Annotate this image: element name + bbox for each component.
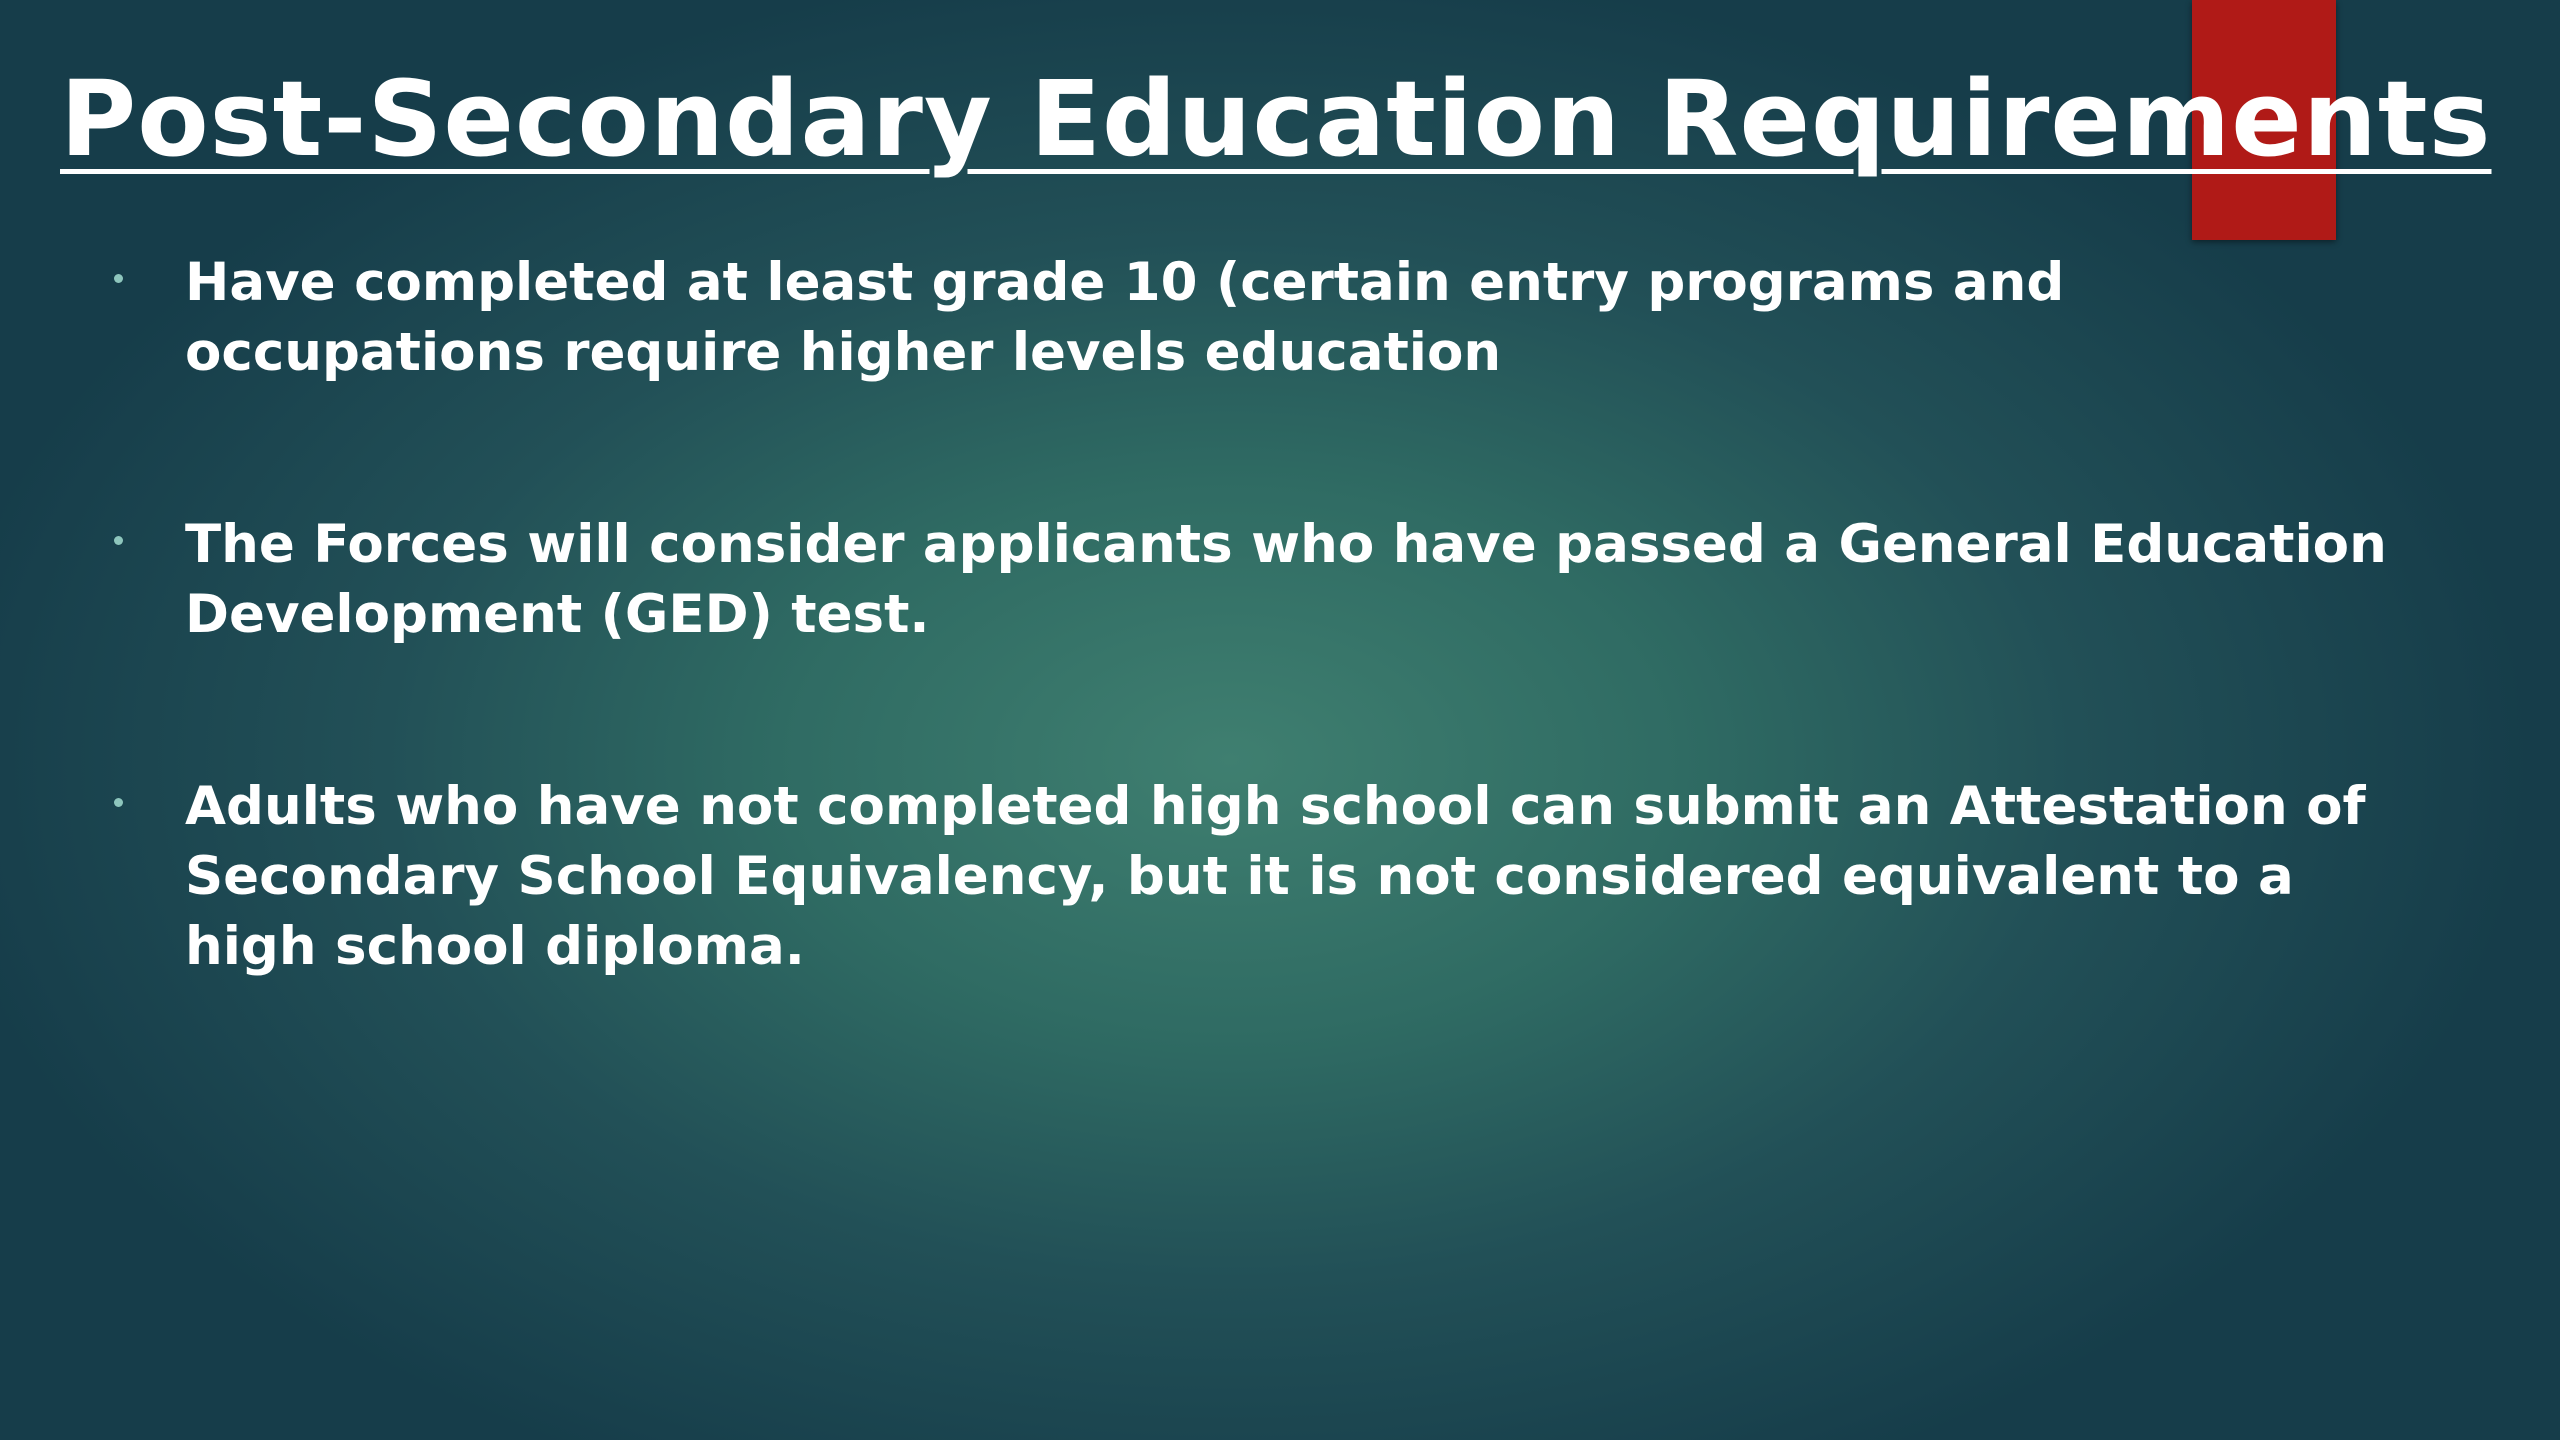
slide-title: Post-Secondary Education Requirements [60,58,2492,180]
bullet-dot-icon [114,798,123,807]
bullet-item [110,510,2410,650]
bullet-text: Adults who have not completed high school can submit an Attestation of Secondary School Equivalency, but it is not considered equivalent to a high school diploma. [185,776,2366,977]
bullet-list [110,248,2410,1104]
bullet-dot-icon [114,536,123,545]
bullet-text: Have completed at least grade 10 (certain entry programs and occupations require higher levels education [185,252,2065,383]
bullet-item [110,772,2410,982]
bullet-dot-icon [114,274,123,283]
bullet-item [110,248,2410,388]
bullet-text: The Forces will consider applicants who have passed a General Education Development (GED) test. [185,514,2387,645]
